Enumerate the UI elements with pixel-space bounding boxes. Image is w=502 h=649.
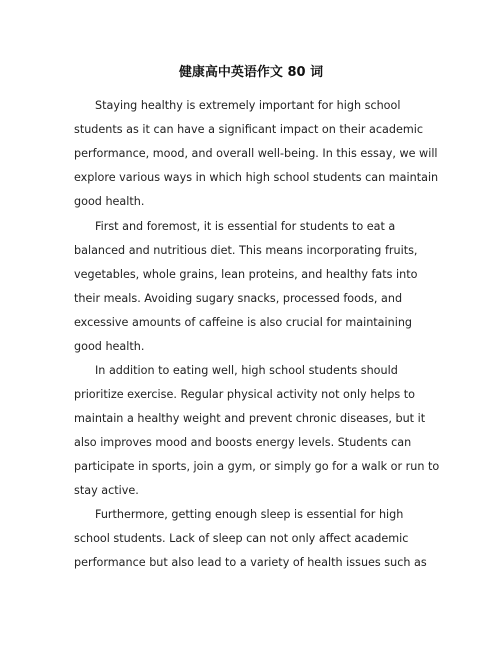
paragraph-1 (74, 94, 439, 214)
text-line: Furthermore, getting enough sleep is essential for high (95, 508, 404, 521)
text-line: Staying healthy is extremely important for high school (95, 99, 401, 112)
text-line: First and foremost, it is essential for students to eat a (95, 220, 396, 233)
text-line: In addition to eating well, high school students should (95, 364, 398, 377)
text-line: also improves mood and boosts energy levels. Students can (74, 436, 412, 449)
paragraph-4 (74, 503, 439, 575)
text-line: balanced and nutritious diet. This means incorporating fruits, (74, 244, 418, 257)
text-line: school students. Lack of sleep can not only affect academic (74, 532, 409, 545)
text-line: stay active. (74, 484, 139, 497)
document-title: 健康高中英语作文 80 词 (178, 65, 324, 80)
text-line: participate in sports, join a gym, or simply go for a walk or run to (74, 460, 440, 473)
text-line: students as it can have a significant impact on their academic (74, 123, 424, 136)
paragraph-3 (74, 359, 439, 503)
text-line: good health. (74, 195, 145, 208)
text-line: explore various ways in which high school students can maintain (74, 171, 439, 184)
text-line: vegetables, whole grains, lean proteins, and healthy fats into (74, 268, 418, 281)
text-line: performance, mood, and overall well-being. In this essay, we will (74, 147, 438, 160)
text-line: good health. (74, 340, 145, 353)
text-line: prioritize exercise. Regular physical activity not only helps to (74, 388, 416, 401)
text-line: their meals. Avoiding sugary snacks, processed foods, and (74, 292, 403, 305)
text-line: maintain a healthy weight and prevent chronic diseases, but it (74, 412, 426, 425)
paragraph-2 (74, 215, 439, 359)
text-line: excessive amounts of caffeine is also crucial for maintaining (74, 316, 413, 329)
text-line: performance but also lead to a variety of health issues such as (74, 556, 427, 569)
